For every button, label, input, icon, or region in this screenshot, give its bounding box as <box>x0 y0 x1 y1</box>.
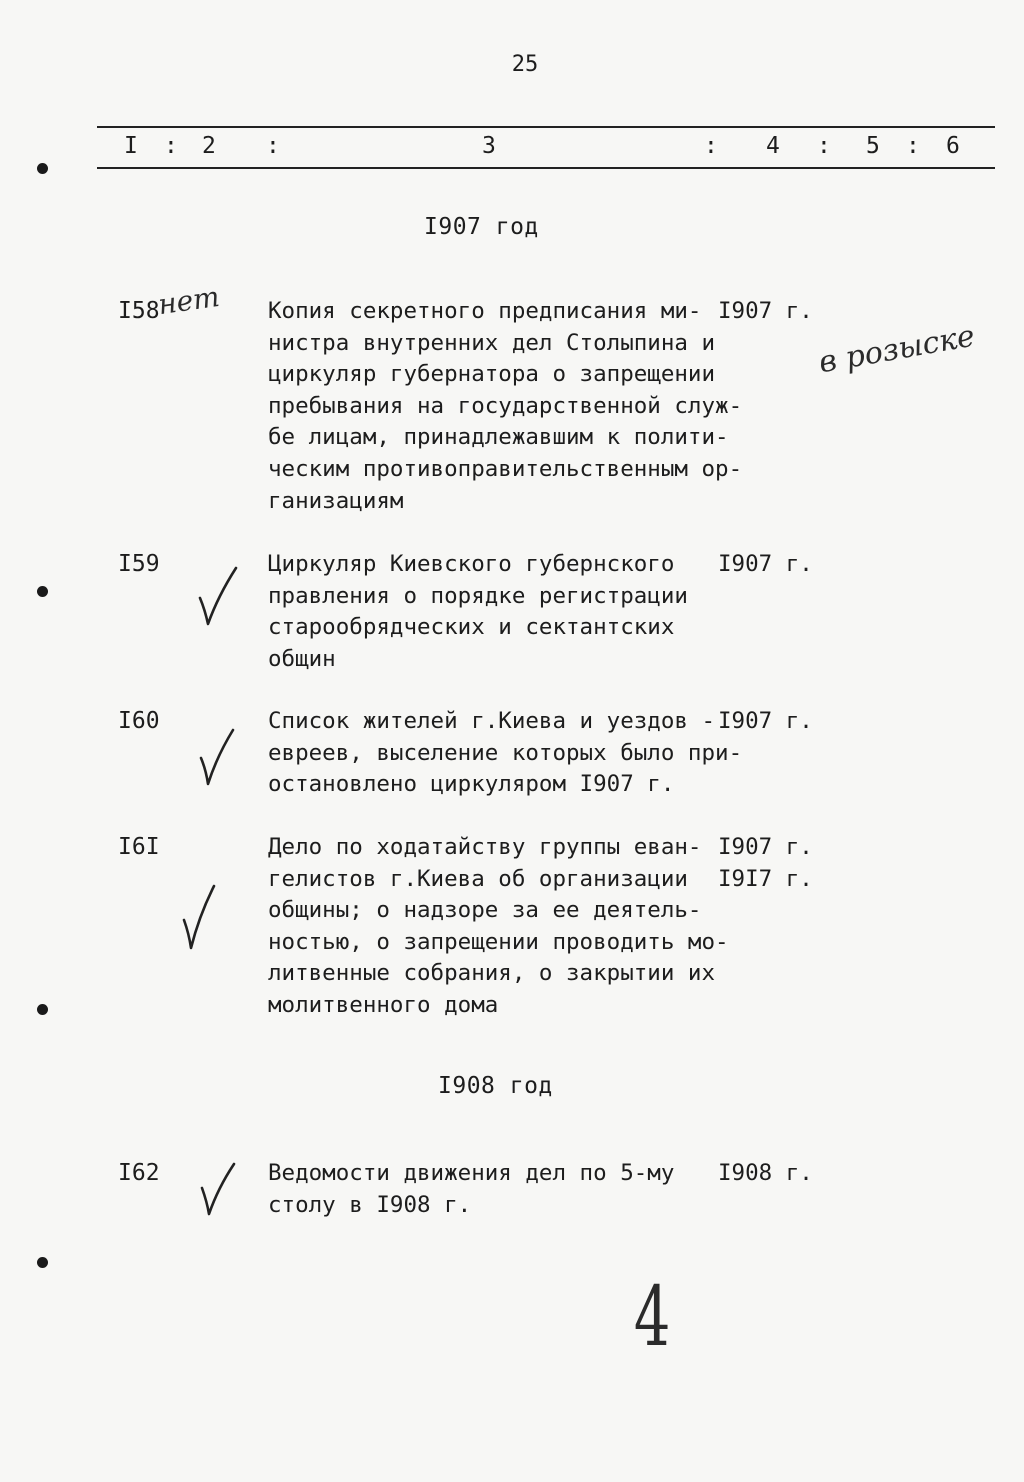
entry-date-161: I907 г. I9I7 г. <box>718 834 813 892</box>
binder-hole <box>37 586 48 597</box>
entry-description-160: Список жителей г.Киева и уездов - евреев, выселение которых было при- остановлено циркуляром I907 г. <box>268 708 743 798</box>
header-bottom-rule <box>97 167 995 169</box>
section-heading-1908: I908 год <box>438 1073 553 1099</box>
binder-hole <box>37 163 48 174</box>
column-header-5: 5 <box>866 133 880 159</box>
entry-date-159: I907 г. <box>718 551 813 577</box>
entry-number-160: I60 <box>118 708 160 734</box>
entry-description-158: Копия секретного предписания ми- нистра внутренних дел Столыпина и циркуляр губернатора о запрещении пребывания на государственной служ- бе лицам, принадлежавшим к полити- ческим противоправительственным ор- ганизациям <box>268 298 743 514</box>
column-separator-3: : <box>704 133 718 159</box>
column-separator-2: : <box>266 133 280 159</box>
checkmark-icon <box>196 566 242 628</box>
entry-description-161: Дело по ходатайству группы еван- гелистов г.Киева об организации общины; о надзоре за ее деятель- ностью, о запрещении проводить мо- литвенные собрания, о закрытии их молитвенного дома <box>268 834 729 1018</box>
entry-date-160: I907 г. <box>718 708 813 734</box>
checkmark-icon <box>181 884 217 952</box>
entry-number-162: I62 <box>118 1160 160 1186</box>
entry-description-162: Ведомости движения дел по 5-му столу в I908 г. <box>268 1160 675 1218</box>
page-number: 25 <box>511 52 539 77</box>
entry-number-161: I6I <box>118 834 160 860</box>
entry-date-162: I908 г. <box>718 1160 813 1186</box>
handwritten-sheet-number: 4 <box>633 1270 671 1365</box>
checkmark-icon <box>198 1162 238 1218</box>
entry-number-159: I59 <box>118 551 160 577</box>
column-header-3: 3 <box>482 133 496 159</box>
column-header-6: 6 <box>946 133 960 159</box>
entry-number-158: I58 <box>118 298 160 324</box>
column-header-1: I <box>124 133 138 159</box>
column-separator-4: : <box>817 133 831 159</box>
binder-hole <box>37 1257 48 1268</box>
column-header-4: 4 <box>766 133 780 159</box>
checkmark-icon <box>197 728 237 788</box>
entry-description-159: Циркуляр Киевского губернского правления о порядке регистрации старообрядческих и сектантских общин <box>268 551 688 672</box>
handwritten-note-right: в розыске <box>816 318 978 381</box>
column-separator-1: : <box>164 133 178 159</box>
header-top-rule <box>97 126 995 128</box>
binder-hole <box>37 1004 48 1015</box>
section-heading-1907: I907 год <box>424 214 539 240</box>
handwritten-note-left: нет <box>156 279 222 322</box>
entry-date-158: I907 г. <box>718 298 813 324</box>
column-header-2: 2 <box>202 133 216 159</box>
column-separator-5: : <box>906 133 920 159</box>
